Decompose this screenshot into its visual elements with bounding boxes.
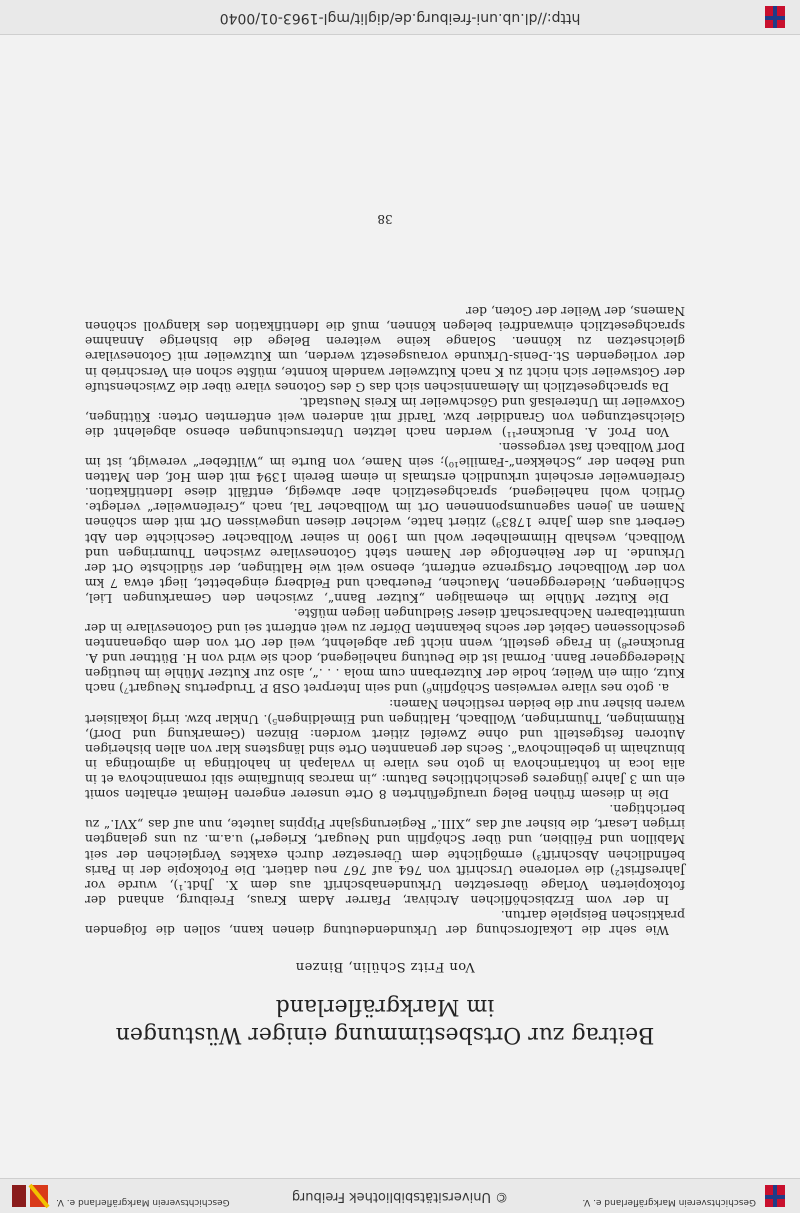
paragraph: a. goto nes vilare verweisen Schöpflin⁶) und sein Interpret OSB P. Trudpertus Neugart⁷) nach Kutz, olim ein Weiler, hodie der Kutzerbann cum mola . . .“, also zur Kutzer Mühle im heutigen Niedereggener Bann. Formal ist die Deutung naheliegend, doch sie wird von H. Büttner und A. Bruckner⁸) in Frage gestellt, wenn nicht gar abgelehnt, weil der Ort von dem obgenannten geschlossenen Gebiet der sechs bekannten Dörfer zu weit entfernt sei und Gotonesvilare in der unmittelbaren Nachbarschaft dieser Siedlungen liegen müßte. (85, 606, 685, 696)
org-name-left: Geschichtsverein Markgräflerland e. V. (582, 1197, 756, 1207)
paragraph: Von Prof. A. Bruckner¹¹) werden nach letzten Untersuchungen ebenso abgelehnt die Gleichsetzungen von Grandidier bzw. Tardif mit anderen weit entfernten Orten: Küttingen, Goxweiler im Unterelsaß und Göschweiler im Kreis Neustadt. (85, 394, 685, 439)
article-title-line-1: Beitrag zur Ortsbestimmung einiger Wüstungen (115, 1022, 655, 1047)
paragraph: Die Kutzer Mühle im ehemaligen „Kutzer Bann“, zwischen den Gemarkungen Liel, Schliengen, Niedereggenen, Mauchen, Feuerbach und Feldberg eingebettet, liegt etwa 7 km von der Wollbacher Ortsgrenze entfernt, ebenso weit wie Haltingen, der südlichste Ort der Urkunde. In der Reihenfolge der Namen steht Gotonesvilare zwischen Thumringen und Wollbach, weshalb Himmelheber wohl um 1900 in seiner Wollbacher Geschichte den Abt Gerbert aus dem Jahre 1783⁹) zitiert hatte, welcher diesen ungewissen Ort mit dem schönen Namen an jenen sagenumsponnenen Ort im Wollbacher Tal, nach „Greifenweiler“ verlegte. Örtlich wohl naheliegend, sprachgesetzlich aber abwegig, entfällt diese Identifikation. Greifenweiler erscheint urkundlich erstmals in einem Berein 1394 mit dem Hof, den Matten und Reben der „Schekken“-Familie¹⁰); sein Name, von Burte im „Wiltfeber“ verewigt, ist im Dorf Wollbach fast vergessen. (85, 440, 685, 605)
article-title-line-2: im Markgräflerland (275, 994, 495, 1019)
article (85, 212, 685, 1048)
paragraph: Die in diesem frühen Beleg uraufgeführten 8 Orte unserer engeren Heimat erhalten somit ein um 3 Jahre jüngeres geschichtliches Datum: „in marcas binuffaime sibi romaninchova et in alia loca in tohtarinchova in goto nes vilare in vvalapah in haholtinga in agimotinga in binuzhaim in gebelinchova“. Sechs der genannten Orte sind längstens klar von allen bisherigen Autoren festgestellt und ohne Zweifel zitiert worden: Binzen (Gemarkung und Dorf), Rümmingen, Thumringen, Wollbach, Haltingen und Eimeldingen⁵). Unklar bzw. irrig lokalisiert waren bisher nur die beiden restlichen Namen: (85, 696, 685, 802)
paragraph: Da sprachgesetzlich im Alemannischen sich das G des Gotones vilare über die Zwischenstufe der Gotsweiler sich nicht zu K nach Kutzweiler wandeln konnte, müßte schon ein Verschrieb in der vorliegenden St.-Denis-Urkunde vorausgesetzt werden, um Kutzweiler mit Gotonesvilare gleichsetzen zu können. Solange keine weiteren Belege die bisherige Annahme sprachgesetzlich einwandfrei belegen können, muß die Identifikation des klangvoll schönen Namens, der Weiler der Goten, der (85, 304, 685, 394)
article-author: Von Fritz Schülin, Binzen (295, 959, 475, 974)
library-header-bar (0, 1178, 800, 1213)
paragraph: In der vom Erzbischöflichen Archivar, Pfarrer Adam Kraus, Freiburg, anhand der fotokopierten Vorlage übersetzten Urkundenabschrift aus dem X. Jhdt.¹), wurde vor Jahresfrist²) die verlorene Urschrift von 764 auf 767 neu datiert. Die Fotokopie der in Paris befindlichen Abschrift³) ermöglichte dem Übersetzer durch exaktes Vergleichen der seit Mabillon und Félibien, und über Schöpflin und Neugart, Krieger⁴) u.a.m. zu uns gelangten irrigen Lesart, die bisher auf das „XIII.“ Regierungsjahr Pippins lautete, nun auf das „XVI.“ zu berichtigen. (85, 802, 685, 907)
permalink-url[interactable]: http://dl.ub.uni-freiburg.de/diglit/mgl-1963-01/0040 (219, 10, 581, 26)
url-footer-bar (0, 0, 800, 35)
page-number: 38 (377, 212, 393, 226)
article-body (85, 303, 685, 937)
paragraph: Wie sehr die Lokalforschung der Urkundendeutung dienen kann, sollen die folgenden praktischen Beispiele dartun. (85, 907, 685, 937)
org-name-right: Geschichtsverein Markgräflerland e. V. (56, 1197, 230, 1207)
copyright-text: © Universitätsbibliothek Freiburg (291, 1189, 509, 1204)
society-logo-icon (10, 1183, 50, 1209)
article-title (85, 992, 685, 1048)
